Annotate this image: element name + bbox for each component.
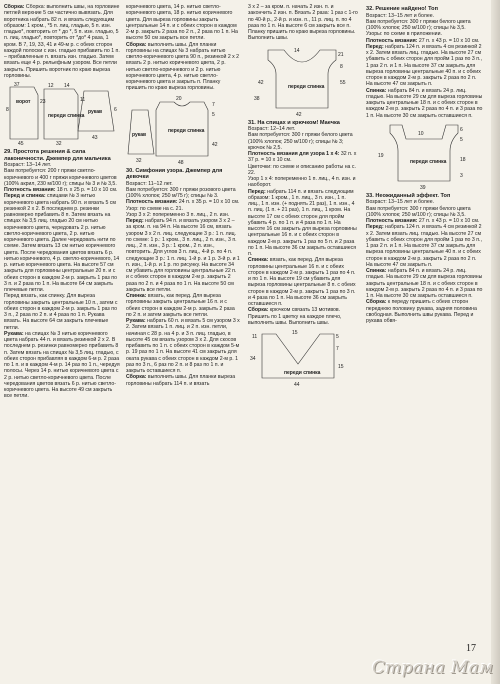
title-33: 33. Неожиданный эффект. Топ [366, 192, 451, 199]
materials-32: Вам потребуется: 300 г пряжи белого цвета (100% хлопок; 250 м/100 г); спицы № 3,5. [366, 18, 471, 32]
back-33: Спинка: набрать 84 п. и вязать 24 р. лиц. гладью. На высоте 29 см для выреза горловины закрыть центральные 18 п. и с обеих сторон в каждом 2-м р. закрыть 2 раза по 4 п. и 3 раза по 1 п. На высоте 30 см закрыть оставшиеся п. [366, 268, 483, 300]
diagram-32 [366, 121, 484, 191]
svg-text:14: 14 [64, 83, 70, 89]
title-30: 30. Симфония узора. Джемпер для девочки [126, 167, 223, 181]
front-33: Перед: набрать 124 п. и вязать 4 см резинкой 2 х 2. Затем вязать лиц. гладью. На высоте 27 см убавить с обеих сторон для пройм 1 раз по 3 п., 1 раз 2 п. и 1 п. На высоте 37 см закрыть для выреза горловины центральные 40 п. и с обеих сторон в каждом 2-м р. закрыть 2 раза по 2 п. На высоте 47 см закрыть п. [366, 224, 482, 268]
svg-text:10: 10 [418, 130, 424, 137]
page-gutter [491, 0, 500, 684]
age-32: Возраст: 13–15 лет и более. [366, 12, 435, 19]
age-31: Возраст: 12–14 лет. [248, 126, 296, 133]
density-32: Плотность вязания: 27 п. х 43 р. = 10 х 10 см. [366, 37, 480, 44]
density-33: Плотность вязания: 27 п. х 43 р. = 10 х 10 см. [366, 218, 480, 225]
svg-text:19: 19 [378, 152, 384, 159]
svg-text:5: 5 [460, 136, 463, 143]
svg-text:34: 34 [250, 356, 256, 363]
col1-top-text: Сборка: Сборка: выполнить швы, на горловине петлей верхние 5 см частично вывязать. Для воротника набрать 82 п. и вязать следующим образом: 1 кром., *5 п. лиц. гладью, 5 п. изн. гладью*, повторить от * до *, 5 п. изн. гладью, 5 п. лиц. гладью*, повторить от *до* 4 раза, 1 кром. В 7, 19, 33, 41 и 49-м р. с обеих сторон каждой полоски с изн. гладью прибавить по 1 п. – прибавленные п. вязать изн. гладью. Затем вязать еще 4 р. рельефным узором. Все петли закрыть. Пришить воротник по краю выреза горловины. [4, 4, 120, 79]
svg-text:15: 15 [292, 330, 298, 337]
diagram-31-bottom [248, 328, 358, 388]
diagram-31 [248, 44, 358, 118]
density-31: Плотность вязания для узора 1 х 4: 32 п. х 37 р. = 10 х 10 см. [248, 151, 357, 164]
column-1 [4, 4, 120, 680]
front-30: Перед: набрать 94 п. и вязать узором 3 х 2 – за кром. п. на 94 п. На высоте 16 см, вязать узором 3 х 2 п. лиц. следующие 3 р.: 1 п. лиц. по схеме: 1 р.: 1 кром., 3 п. лиц., 2 п. изн., 3 п. лиц., 2 п. изн., 3 р.: 1 кром., 2 п. изн., повторить. Для углов 3 п. лиц., 4-й р. по 4 п. следующие 3 р.: 1 п. лиц. 1-й р. и 1 р. 3-й р. и 1 п. изн., 1-й р. и 1 р. по рисунку. На высоте 34 см убавить для горловины центральные 22 п. и с обеих сторон в каждом 2-м р. закрыть 2 раза по 2 п. и 4 раза по 1 п. На высоте 50 см закрыть все петли. [126, 218, 240, 293]
svg-text:42: 42 [212, 141, 218, 148]
density-30: Плотность вязания: 24 п. х 35 р. = 10 х 10 см. [126, 199, 240, 206]
svg-text:42: 42 [258, 79, 264, 86]
svg-text:8: 8 [6, 107, 9, 113]
svg-text:5: 5 [336, 334, 339, 341]
column-2 [126, 4, 240, 680]
age-29: Возраст: 13–14 лет. [4, 162, 52, 169]
sleeve-29: Рукава: на спицах № 3 нитью коричневого цвета набрать 44 п. и вязать резинкой 2 х 2. В последнем р. резинки равномерно прибавить 8 п. Затем вязать на спицах № 3,5 лиц. гладью, с обеих сторон прибавляя в каждом 6-м р. 2 раза по 1 п. и в каждом 4-м р. 14 раз по 1 п., чередуя полосы. Через 14 р. нитью коричневого цвета с 2 р. нитью светло-коричневого цвета. После чередования цветов вязать 6 р. нитью светло-коричневого цвета. На высоте 49 см закрыть все петли. [4, 330, 120, 400]
svg-text:7: 7 [212, 101, 215, 108]
title-32: 32. Решение найдено! Топ [366, 6, 438, 12]
column-3 [248, 4, 358, 680]
sleeve-30: Рукава: набрать 60 п. и вязать 5 см узором 3 х 2. Затем вязать 1 п. лиц. и 2 п. изн. петли, начиная с 28 р. на 4 р. и 3 п. лиц. гладью, в высоте 45 см вязать узором 3 х 2. Для скосов прибавить по 1 п. с обеих сторон в каждом 5-м р. 19 раз по 1 п. На высоте 41 см закрыть для оката рукава с обеих сторон в каждом 2-м р. 1 раз по 3 п., 6 раз по 2 п. и 8 раз по 1 п. и закрыть оставшиеся п. [126, 318, 240, 375]
front-29: Перед вязать, как спинку. Для выреза горловины закрыть центральные 10 п., затем с обеих сторон в каждом 2-м р. закрыть 1 раз по 3 п., 2 раза по 2 п. и 4 раза по 1 п. Рукава вязать. На высоте 64 см закрыть плечевые петли. [4, 293, 118, 331]
svg-text:6: 6 [114, 107, 117, 113]
svg-text:45: 45 [18, 141, 24, 147]
col3-top-text: 3 х 2 – за кром. п. начать 2 изн. п. и закончить 2 изн. п. Вязать 2 раза: 1 раз с 1-го по 40-й р., 2-й р. и изн. п., 11 р. лиц. п. по 4 раза по 1 п. На высоте 6 см закрыть все п. Планку пришить по краю выреза горловины. Выполнить швы. [248, 4, 358, 42]
svg-text:рукав: рукав [132, 131, 147, 138]
svg-text:8: 8 [340, 63, 343, 70]
svg-text:6: 6 [460, 126, 463, 133]
assembly-29: Сборка: выполнить швы. Для планки горловины на спицах № 3 набрать нитью светло-коричневого цвета 90 п., резинкой 2 х 2 вязать 2 р. нитью коричневого цвета, 2 р. нитью светло-коричневого и 2 р. нитью коричневого цвета, 4 р. нитью светло-коричневого цвета и закрыть п. Планку пришить по краю выреза горловины. [126, 41, 240, 92]
col2-top-text: коричневого цвета, 14 р. нитью светло-коричневого цвета, 18 р. нитью коричневого цвета. Для выреза горловины закрыть центральные 14 п. и с обеих сторон в каждом 2-м р. закрыть 2 раза по 2 п., 2 раза по 1 п. На высоте 50 см закрыть все петли. [126, 4, 238, 42]
materials-30: Вам потребуется: 300 г пряжи розового цвета (100% хлопок; 250 м/75 г); спицы № 3. [126, 186, 236, 200]
column-4 [366, 4, 484, 644]
title-31: 31. На спицах и крючком! Маечка [248, 119, 340, 126]
svg-text:23: 23 [40, 99, 46, 105]
flowers-31: Цветочки: по схеме и описанию работы на с. 22. [248, 163, 356, 176]
svg-text:11: 11 [80, 97, 86, 103]
diagram-30 [126, 94, 240, 166]
back-31: Спинка: вязать, как перед. Для выреза горловины центральные 16 п. и с обеих сторон в каждом 2-м р. закрыть 1 раз по 4 п. и по 1 п. На высоте 19 см убавить для выреза горловины центральные 8 п. с обеих сторон в каждом 2-м р. закрыть 1 раз по 3 п. и 4 раза по 1 п. На высоте 36 см закрыть оставшиеся п. [248, 257, 356, 308]
svg-text:37: 37 [14, 82, 20, 88]
back-29: Перед и спинка: спицами № 3 нитью коричневого цвета набрать 90 п. и вязать 5 см резинкой 2 х 2. В последнем р. резинки равномерно прибавить 8 п. Затем вязать на спицах № 3,5 лиц. гладью 20 см нитью коричневого цвета, чередовать 2 р. нитью светло-коричневого цвета, 2 р. нитью коричневого цвета. Далее чередовать нити по схеме. Затем вязать 13 см нитью коричневого цвета. После чередования цветов вязать 6 р. нитью коричневого, 4 р. светло-коричневого, 14 р. нитью коричневого цвета. На высоте 57 см закрыть для горловины центральные 20 п. и с обеих сторон в каждом 2-м р. закрыть 1 раз по 3 п. и 2 раза по 1 п. На высоте 64 см закрыть плечевые петли. [4, 193, 120, 294]
assembly-30: Сборка: выполнить швы. Для планки выреза горловины набрать 114 п. и вязать [126, 374, 236, 387]
svg-text:21: 21 [338, 51, 344, 58]
svg-text:переди спинка: переди спинка [288, 83, 325, 90]
svg-text:18: 18 [460, 156, 466, 163]
materials-31: Вам потребуется: 300 г пряжи белого цвета (100% хлопок; 250 м/100 г); спицы № 3; крючок № 2,5. [248, 132, 353, 151]
front-31: Перед: набрать 114 п. и вязать следующим образом: 1 кром., 1 п. лиц., 3 п. изн., 1 п. лиц., 1 п. изн. (+ поднять 21 раз), 1 п. изн., 4 п. лиц. (1 п. + 21 раз), 1 п. лиц., 1 кром. На высоте 17 см с обеих сторон для пройм убавить 4 р. по 1 п. и 4 раза по 1 п. На высоте 16 см закрыть для выреза горловины центральные 16 п. и с обеих сторон в каждом 2-м р. закрыть 1 раз по 5 п. и 2 раза по 1 п. На высоте 36 см закрыть оставшиеся п. [248, 188, 357, 258]
svg-text:32: 32 [56, 141, 62, 147]
assembly-33: Сборка: к переду пришить с обеих сторон переднюю половину рукава, задняя половина свободная. Выполнить швы рукава. Перед и рукава обвя- [366, 299, 477, 325]
back-32: Спинка: набрать 84 п. и вязать 24 р. лиц. гладью. На высоте 29 см для выреза горловины закрыть центральные 18 п. и с обеих сторон в каждом 2-м р. закрыть 2 раза по 4 п. и 3 раза по 1 п. На высоте 30 см закрыть оставшиеся п. [366, 87, 483, 119]
svg-text:44: 44 [294, 382, 300, 389]
svg-text:11: 11 [252, 334, 258, 341]
svg-text:рукав: рукав [88, 109, 103, 115]
svg-text:5: 5 [212, 111, 215, 118]
svg-text:20: 20 [176, 95, 182, 102]
back-30: Спинка: вязать, как перед. Для выреза горловины закрыть центральные 16 п. и с обеих сторон в каждом 2-м р. закрыть 2 раза по 2 п. и затем закрыть все петли. [126, 293, 235, 318]
svg-text:43: 43 [92, 135, 98, 141]
materials-33: Вам потребуется: 300 г пряжи белого цвета (100% хлопок; 250 м/100 г); спицы № 3,5. [366, 205, 471, 218]
svg-text:38: 38 [254, 95, 260, 102]
svg-text:переди спинка: переди спинка [410, 158, 447, 165]
svg-text:переди спинка: переди спинка [48, 113, 85, 119]
page-number: 17 [466, 643, 476, 654]
svg-text:ворот: ворот [16, 99, 31, 105]
diagram-29 [4, 81, 120, 147]
svg-text:переди спинка: переди спинка [168, 127, 205, 134]
pattern-14-31: Узор 1 х 4: попеременно 1 п. лиц., 4 п. изн. и наоборот. [248, 176, 356, 189]
svg-text:48: 48 [178, 159, 184, 166]
pattern-30: Узор: по схеме на с. 21. [126, 205, 183, 212]
svg-text:3: 3 [460, 172, 463, 179]
svg-text:14: 14 [294, 47, 300, 54]
age-30: Возраст: 11–12 лет. [126, 180, 173, 187]
pattern-32-30: Узор 3 х 2: попеременно 3 п. лиц., 2 п. изн. [126, 211, 230, 218]
svg-text:55: 55 [340, 79, 346, 86]
svg-text:15: 15 [338, 364, 344, 371]
svg-text:39: 39 [420, 184, 426, 191]
watermark: Страна Мам [372, 658, 494, 678]
svg-text:12: 12 [48, 83, 54, 89]
svg-text:32: 32 [136, 157, 142, 164]
title-29: 29. Простота решения & сила лаконичности. Джемпер для мальчика [4, 149, 111, 162]
svg-text:переди спинка: переди спинка [284, 370, 321, 377]
density-29: Плотность вязания: 18 п. х 25 р. = 10 х 10 см. [4, 187, 118, 194]
age-33: Возраст: 13–15 лет и более. [366, 199, 435, 206]
patterns-32: Узоры: по схеме в приложении. [366, 31, 442, 38]
assembly-31: Сборка: крючком связать 13 мотивов. Пришить по 1 цветку на каждое плечо, выполнить швы. Выполнить швы. [248, 307, 342, 326]
svg-text:7: 7 [336, 346, 339, 353]
materials-29: Вам потребуется: 200 г пряжи светло-коричневого и 400 г пряжи коричневого цветов (100% акрил, 230 м/100 г); спицы № 3 и № 3,5. [4, 168, 117, 187]
svg-text:42: 42 [296, 111, 302, 118]
front-32: Перед: набрать 124 п. и вязать 4 см резинкой 2 х 2. Затем вязать лиц. гладью. На высоте 27 см убавить с обеих сторон для пройм 1 раз по 3 п., 1 раз 2 п. и 1 п. На высоте 37 см закрыть для выреза горловины центральные 40 п. и с обеих сторон в каждом 2-м р. закрыть 2 раза по 2 п. На высоте 47 см закрыть п. [366, 43, 482, 88]
